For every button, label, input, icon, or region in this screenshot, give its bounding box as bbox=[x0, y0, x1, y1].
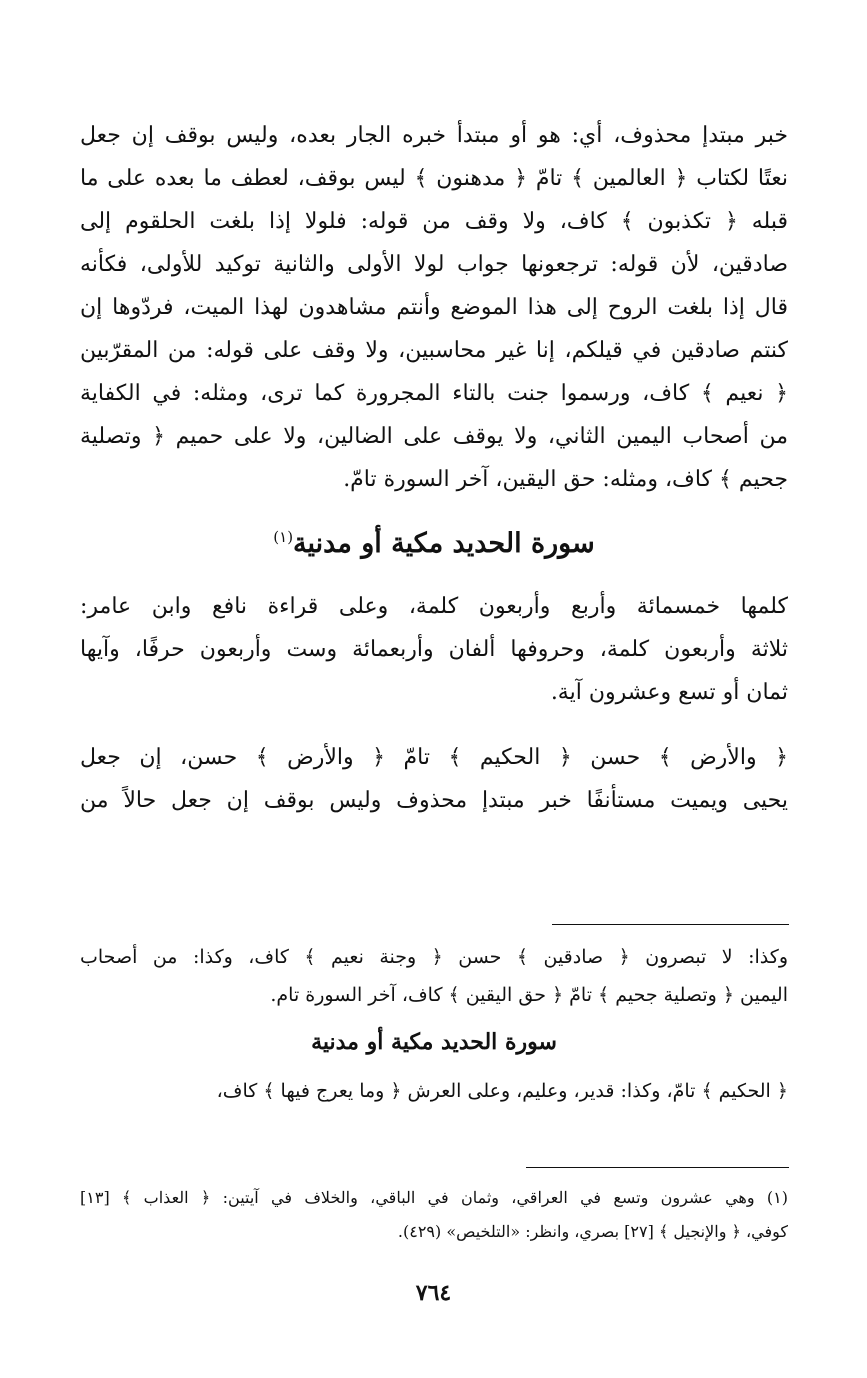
commentary-section bbox=[80, 938, 788, 1110]
footnotes-section bbox=[80, 1181, 788, 1249]
commentary-line: اليمين ﴿ وتصلية جحيم ﴾ تامّ ﴿ حق اليقين ﴾ كاف، آخر السورة تام. bbox=[270, 984, 788, 1006]
main-line: ﴿ والأرض ﴾ حسن ﴿ الحكيم ﴾ تامّ ﴿ والأرض ﴾ حسن، إن جعل bbox=[80, 745, 788, 770]
main-text bbox=[80, 114, 788, 822]
main-line: قبله ﴿ تكذبون ﴾ كاف، ولا وقف من قوله: فلولا إذا بلغت الحلقوم إلى bbox=[80, 209, 788, 234]
paragraph-gap bbox=[80, 714, 788, 736]
surah-heading-text: سورة الحديد مكية أو مدنية bbox=[293, 528, 595, 559]
main-line: جحيم ﴾ كاف، ومثله: حق اليقين، آخر السورة تامّ. bbox=[343, 467, 788, 492]
main-line: خبر مبتدإ محذوف، أي: هو أو مبتدأ خبره الجار بعده، وليس بوقف إن جعل bbox=[80, 123, 788, 148]
surah-stats-line: ثمان أو تسع وعشرون آية. bbox=[550, 680, 788, 705]
main-line: نعتًا لكتاب ﴿ العالمين ﴾ تامّ ﴿ مدهنون ﴾ ليس بوقف، لعطف ما بعده على ما bbox=[80, 166, 788, 191]
footnote-ref[interactable]: (١) bbox=[273, 528, 294, 546]
main-line: صادقين، لأن قوله: ترجعونها جواب لولا الأولى والثانية توكيد للأولى، فكأنه bbox=[80, 252, 788, 277]
main-line: كنتم صادقين في قيلكم، إنا غير محاسبين، ولا وقف على قوله: من المقرّبين bbox=[80, 338, 788, 363]
commentary-heading: سورة الحديد مكية أو مدنية bbox=[311, 1029, 557, 1055]
footnote-line: كوفي، ﴿ والإنجيل ﴾ [٢٧] بصري، وانظر: «التلخيص» (٤٢٩). bbox=[397, 1222, 788, 1241]
footnote-divider bbox=[526, 1167, 789, 1168]
commentary-line: وكذا: لا تبصرون ﴿ صادقين ﴾ حسن ﴿ وجنة نعيم ﴾ كاف، وكذا: من أصحاب bbox=[80, 946, 788, 968]
footnote-line: (١) وهي عشرون وتسع في العراقي، وثمان في الباقي، والخلاف في آيتين: ﴿ العذاب ﴾ [١٣] bbox=[80, 1188, 788, 1207]
commentary-divider bbox=[552, 924, 789, 925]
page-number: ٧٦٤ bbox=[415, 1280, 452, 1306]
main-line: قال إذا بلغت الروح إلى هذا الموضع وأنتم مشاهدون لهذا الميت، فردّوها إن bbox=[80, 295, 788, 320]
main-line: يحيى ويميت مستأنفًا خبر مبتدإ محذوف وليس بوقف إن جعل حالاً من bbox=[80, 788, 788, 813]
surah-stats-line: كلمها خمسمائة وأربع وأربعون كلمة، وعلى قراءة نافع وابن عامر: bbox=[80, 594, 788, 619]
surah-heading bbox=[80, 515, 788, 559]
surah-stats-line: ثلاثة وأربعون كلمة، وحروفها ألفان وأربعمائة وست وأربعون حرفًا، وآيها bbox=[80, 637, 788, 662]
main-line: ﴿ نعيم ﴾ كاف، ورسموا جنت بالتاء المجرورة كما ترى، ومثله: في الكفاية bbox=[80, 381, 788, 406]
commentary-line: ﴿ الحكيم ﴾ تامّ، وكذا: قدير، وعليم، وعلى العرش ﴿ وما يعرج فيها ﴾ كاف، bbox=[216, 1080, 788, 1102]
main-line: من أصحاب اليمين الثاني، ولا يوقف على الضالين، ولا على حميم ﴿ وتصلية bbox=[80, 424, 788, 449]
